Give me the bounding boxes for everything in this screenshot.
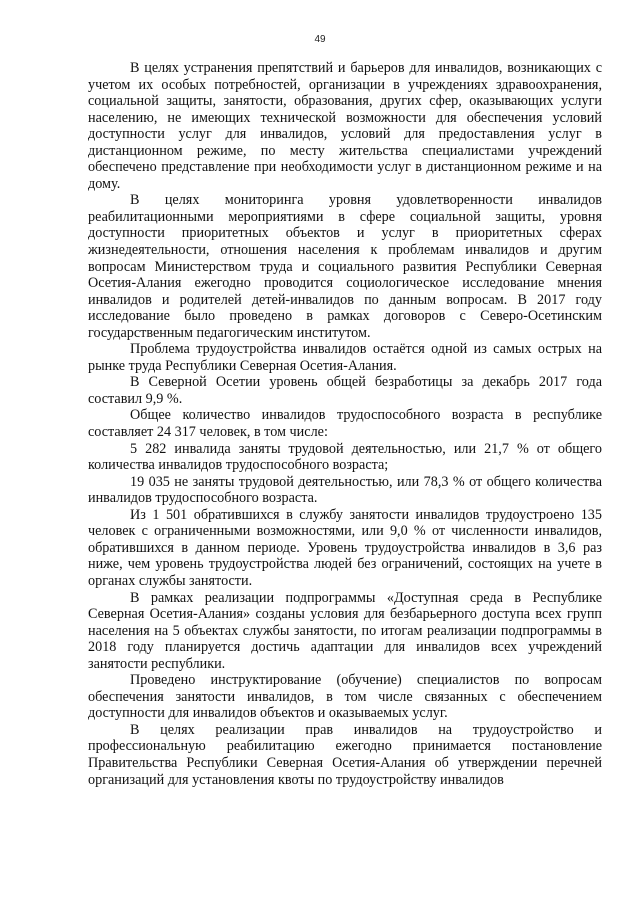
paragraph-employment-service: Из 1 501 обратившихся в службу занятости инвалидов трудоустроено 135 человек с ограниченными возможностями, или 9,0 % от численности инвалидов, обратившихся в данном периоде. Уровень трудоустройства инвалидов в 3,6 раз ниже, чем уровень трудоустройства людей без ограничений, состоящих на учете в органах службы занятости. [88,506,602,589]
paragraph-total-disabled: Общее количество инвалидов трудоспособного возраста в республике составляет 24 317 человек, в том числе: [88,407,602,441]
paragraph-monitoring: В целях мониторинга уровня удовлетворенности инвалидов реабилитационными мероприятиями в сфере социальной защиты, уровня доступности приоритетных объектов и услуг в приоритетных сферах жизнедеятельности, отношения населения к проблемам инвалидов и другим вопросам Министерством труда и социального развития Республики Северная Осетия-Алания ежегодно проводится социологическое исследование мнения инвалидов и родителей детей-инвалидов по данным вопросам. В 2017 году исследование было проведено в рамках договоров с Северо-Осетинским государственным педагогическим институтом. [88,192,602,341]
paragraph-employed: 5 282 инвалида заняты трудовой деятельностью, или 21,7 % от общего количества инвалидов трудоспособного возраста; [88,440,602,474]
paragraph-not-employed: 19 035 не заняты трудовой деятельностью, или 78,3 % от общего количества инвалидов трудоспособного возраста. [88,473,602,507]
paragraph-employment-problem: Проблема трудоустройства инвалидов остаётся одной из самых острых на рынке труда Республики Северная Осетия-Алания. [88,341,602,374]
paragraph-accessible-environment: В рамках реализации подпрограммы «Доступная среда в Республике Северная Осетия-Алания» созданы условия для безбарьерного доступа всех групп населения на 5 объектах службы занятости, по итогам реализации подпрограммы в 2018 году планируется достичь адаптации для инвалидов всех учреждений занятости республики. [88,589,602,672]
paragraph-unemployment-rate: В Северной Осетии уровень общей безработицы за декабрь 2017 года составил 9,9 %. [88,374,602,407]
paragraph-barriers: В целях устранения препятствий и барьеров для инвалидов, возникающих с учетом их особых потребностей, организации в учреждениях здравоохранения, социальной защиты, занятости, образования, других сфер, оказывающих услуги населению, не имеющих технической возможности для обеспечения условий доступности услуг для инвалидов, условий для предоставления услуг в дистанционном режиме, по месту жительства специалистами учреждений обеспечено представление при необходимости услуг в дистанционном режиме и на дому. [88,60,602,192]
document-body [88,60,602,788]
page-number: 49 [314,34,326,45]
paragraph-quota: В целях реализации прав инвалидов на трудоустройство и профессиональную реабилитацию ежегодно принимается постановление Правительства Республики Северная Осетия-Алания об утверждении перечней организаций для установления квоты по трудоустройству инвалидов [88,721,602,788]
paragraph-training: Проведено инструктирование (обучение) специалистов по вопросам обеспечения занятости инвалидов, в том числе связанных с обеспечением доступности для инвалидов объектов и оказываемых услуг. [88,672,602,722]
